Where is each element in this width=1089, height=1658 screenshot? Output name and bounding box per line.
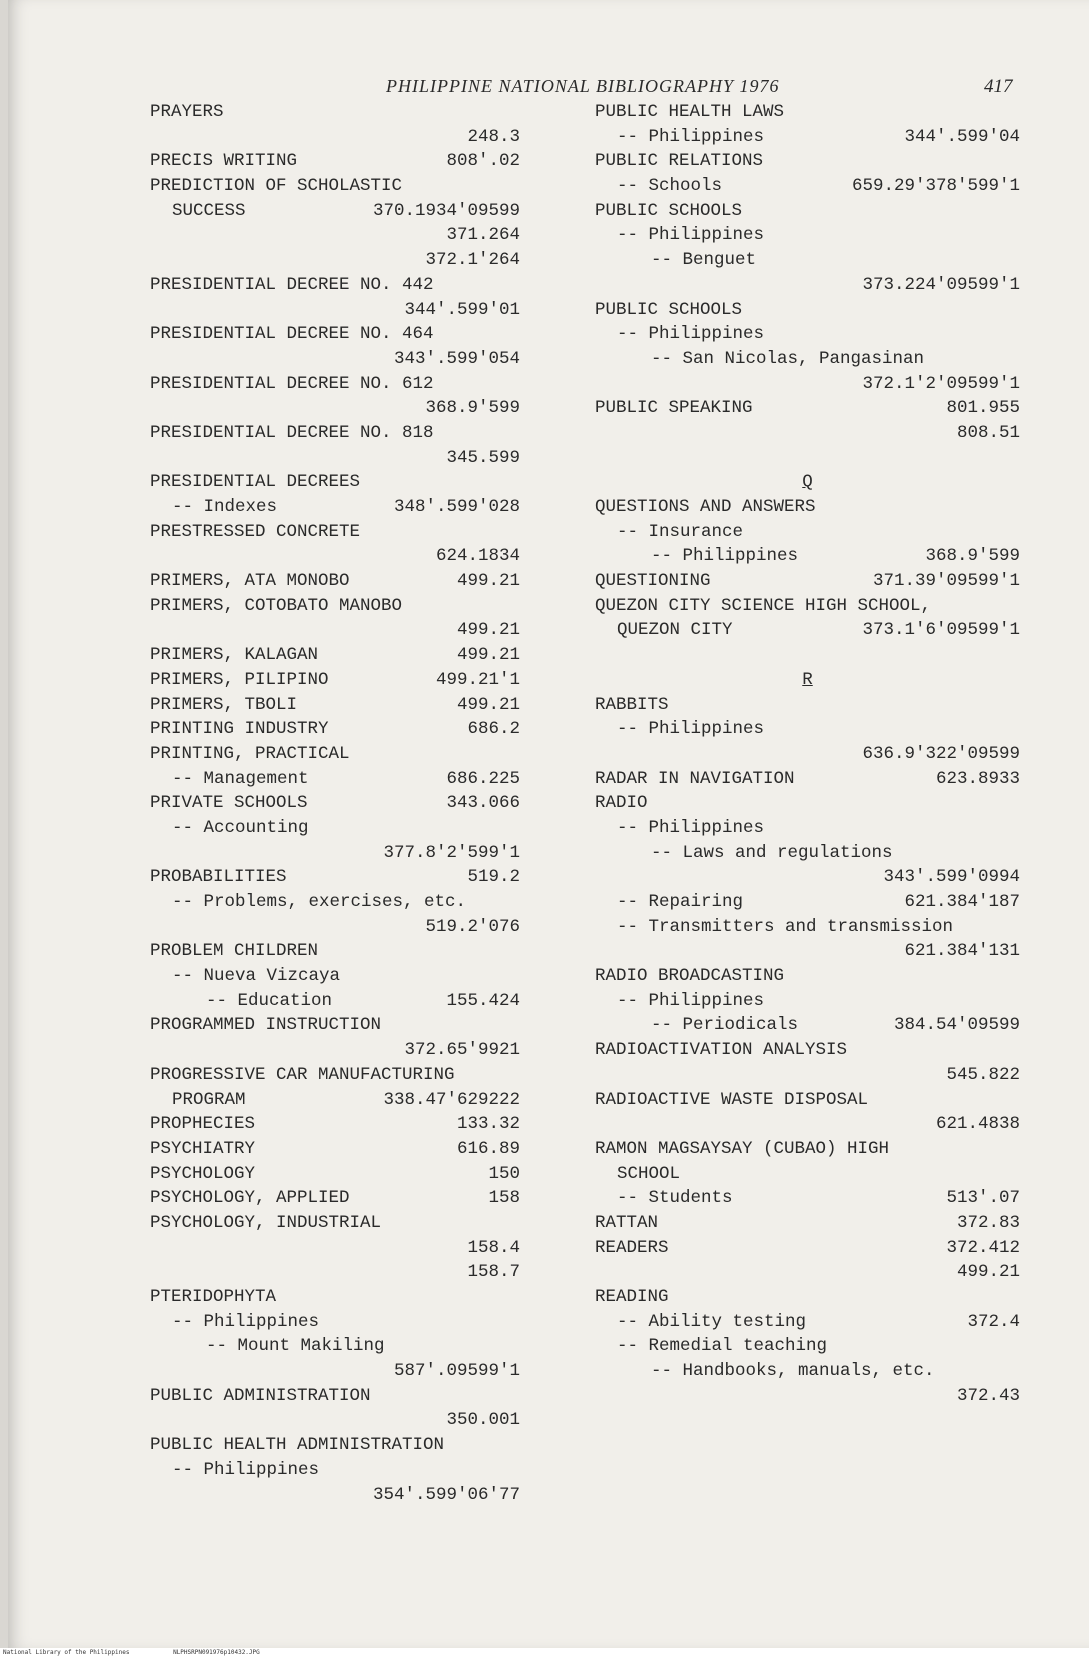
classification-number: 372.1'2'09599'1 [862, 373, 1020, 394]
classification-number: 370.1934'09599 [372, 200, 520, 221]
classification-number: 587'.09599'1 [393, 1361, 520, 1382]
entry-heading: PSYCHOLOGY, APPLIED [150, 1188, 350, 1209]
index-entry [150, 1334, 520, 1359]
entry-heading: -- Philippines [617, 719, 765, 740]
entry-heading: PREDICTION OF SCHOLASTIC [150, 176, 403, 197]
right-column [595, 100, 1020, 1408]
classification-number: 808.51 [956, 422, 1020, 443]
classification-number: 372.412 [946, 1237, 1020, 1258]
index-entry [150, 767, 520, 792]
entry-heading: QUESTIONING [595, 571, 711, 592]
entry-heading: PRIMERS, COTOBATO MANOBO [150, 595, 403, 616]
entry-heading: -- Philippines [617, 817, 765, 838]
classification-number: 624.1834 [435, 546, 520, 567]
index-entry [595, 1285, 1020, 1310]
index-entry [595, 125, 1020, 150]
index-entry [595, 174, 1020, 199]
index-entry [150, 668, 520, 693]
index-entry [595, 273, 1020, 298]
entry-heading: SCHOOL [617, 1163, 681, 1184]
index-entry [150, 1483, 520, 1508]
entry-heading: -- Laws and regulations [651, 842, 893, 863]
entry-heading: PUBLIC RELATIONS [595, 151, 764, 172]
entry-heading: RADAR IN NAVIGATION [595, 768, 795, 789]
entry-heading: -- Transmitters and transmission [617, 916, 954, 937]
entry-heading: PSYCHIATRY [150, 1138, 256, 1159]
entry-heading: -- Remedial teaching [617, 1336, 828, 1357]
entry-heading: PTERIDOPHYTA [150, 1287, 277, 1307]
entry-heading: PRAYERS [150, 102, 224, 122]
entry-heading: -- Philippines [172, 1459, 320, 1480]
index-entry [150, 594, 520, 619]
index-entry [595, 989, 1020, 1014]
index-entry [595, 594, 1020, 619]
classification-number: 499.21 [456, 694, 520, 715]
index-entry [595, 1013, 1020, 1038]
classification-number: 686.225 [446, 768, 520, 789]
index-entry [595, 1137, 1020, 1162]
index-entry [595, 939, 1020, 964]
classification-number: 616.89 [456, 1138, 520, 1159]
classification-number: 801.955 [946, 398, 1020, 419]
entry-heading: -- Philippines [617, 126, 765, 147]
classification-number: 350.001 [446, 1410, 520, 1431]
classification-number: 158.4 [467, 1237, 520, 1258]
classification-number: 348'.599'028 [393, 497, 520, 517]
index-entry [595, 1186, 1020, 1211]
entry-heading: -- Indexes [172, 497, 278, 517]
classification-number: 659.29'378'599'1 [851, 176, 1020, 197]
index-entry [595, 1359, 1020, 1384]
classification-number: 248.3 [467, 126, 520, 147]
entry-heading: PRESIDENTIAL DECREES [150, 472, 361, 493]
classification-number: 621.384'131 [904, 941, 1020, 962]
index-entry [150, 1260, 520, 1285]
index-entry [150, 1310, 520, 1335]
entry-heading: -- Mount Makiling [206, 1336, 385, 1357]
index-entry [150, 717, 520, 742]
classification-number: 368.9'599 [425, 398, 520, 419]
index-entry [150, 1236, 520, 1261]
index-entry [595, 223, 1020, 248]
index-entry [595, 446, 1020, 471]
entry-heading: QUEZON CITY [617, 620, 733, 641]
index-entry [150, 1088, 520, 1113]
entry-heading: -- Philippines [617, 324, 765, 345]
index-entry [150, 890, 520, 915]
index-entry [150, 939, 520, 964]
entry-heading: -- Handbooks, manuals, etc. [651, 1361, 935, 1382]
index-entry [150, 693, 520, 718]
classification-number: 636.9'322'09599 [862, 743, 1020, 764]
classification-number: 621.4838 [935, 1114, 1020, 1135]
index-entry [150, 1458, 520, 1483]
entry-heading: -- Management [172, 768, 309, 789]
index-entry [150, 470, 520, 495]
classification-number: 623.8933 [935, 768, 1020, 789]
classification-number: 377.8'2'599'1 [383, 842, 520, 863]
index-entry [150, 544, 520, 569]
entry-heading: -- Nueva Vizcaya [172, 966, 341, 987]
classification-number: 499.21 [456, 571, 520, 592]
index-entry [150, 372, 520, 397]
index-entry [595, 421, 1020, 446]
index-entry [595, 396, 1020, 421]
section-letter [595, 470, 1020, 495]
index-entry [150, 1359, 520, 1384]
section-letter [595, 668, 1020, 693]
index-entry [595, 643, 1020, 668]
index-entry [595, 149, 1020, 174]
classification-number: 133.32 [456, 1114, 520, 1135]
index-entry [595, 1211, 1020, 1236]
index-entry [595, 890, 1020, 915]
entry-heading: -- Philippines [172, 1311, 320, 1332]
entry-heading: PROPHECIES [150, 1114, 256, 1135]
index-entry [150, 643, 520, 668]
index-entry [150, 347, 520, 372]
index-entry [150, 569, 520, 594]
entry-heading: PROBABILITIES [150, 867, 287, 888]
scan-footer [0, 1648, 1089, 1658]
entry-heading: -- Ability testing [617, 1311, 807, 1332]
entry-heading: PRECIS WRITING [150, 151, 298, 172]
entry-heading: SUCCESS [172, 200, 246, 221]
classification-number: 372.1'264 [425, 250, 520, 271]
classification-number: 344'.599'04 [904, 126, 1020, 147]
classification-number: 155.424 [446, 990, 520, 1011]
entry-heading: -- San Nicolas, Pangasinan [651, 348, 925, 369]
index-entry [150, 1408, 520, 1433]
entry-heading: PSYCHOLOGY, INDUSTRIAL [150, 1212, 382, 1233]
entry-heading: PRIVATE SCHOOLS [150, 793, 308, 814]
index-entry [595, 1088, 1020, 1113]
entry-heading: -- Repairing [617, 892, 744, 912]
index-entry [150, 223, 520, 248]
left-column [150, 100, 520, 1507]
classification-number: 354'.599'06'77 [372, 1484, 520, 1505]
index-entry [595, 1236, 1020, 1261]
classification-number: 372.83 [956, 1212, 1020, 1233]
index-entry [595, 1310, 1020, 1335]
index-entry [150, 1013, 520, 1038]
entry-heading: PSYCHOLOGY [150, 1163, 256, 1184]
entry-heading: RADIO [595, 793, 648, 814]
classification-number: 621.384'187 [904, 892, 1020, 912]
entry-heading: PROGRAM [172, 1089, 246, 1110]
index-entry [595, 347, 1020, 372]
entry-heading: -- Schools [617, 176, 723, 197]
classification-number: 519.2 [467, 867, 520, 888]
index-entry [595, 1384, 1020, 1409]
index-entry [150, 1186, 520, 1211]
index-entry [150, 791, 520, 816]
entry-heading: -- Education [206, 990, 333, 1011]
index-entry [150, 446, 520, 471]
index-entry [595, 199, 1020, 224]
index-entry [595, 100, 1020, 125]
entry-heading: -- Accounting [172, 817, 309, 838]
index-entry [595, 717, 1020, 742]
classification-number: 368.9'599 [925, 546, 1020, 567]
index-entry [150, 100, 520, 125]
index-entry [595, 865, 1020, 890]
entry-heading: PRESIDENTIAL DECREE NO. 612 [150, 373, 434, 394]
entry-heading: QUESTIONS AND ANSWERS [595, 497, 816, 517]
classification-number: 686.2 [467, 719, 520, 740]
page-number: 417 [984, 76, 1013, 97]
index-entry [595, 915, 1020, 940]
entry-heading: READERS [595, 1237, 669, 1258]
entry-heading: RADIOACTIVE WASTE DISPOSAL [595, 1089, 869, 1110]
index-entry [150, 1384, 520, 1409]
entry-heading: -- Insurance [617, 521, 744, 542]
classification-number: 343'.599'0994 [883, 867, 1020, 888]
index-entry [150, 1063, 520, 1088]
index-entry [150, 174, 520, 199]
index-entry [150, 1038, 520, 1063]
index-entry [150, 421, 520, 446]
entry-heading: PROGRAMMED INSTRUCTION [150, 1015, 382, 1036]
index-entry [150, 298, 520, 323]
index-entry [150, 1211, 520, 1236]
classification-number: 499.21 [456, 645, 520, 666]
entry-heading: -- Periodicals [651, 1015, 799, 1036]
index-entry [595, 569, 1020, 594]
index-entry [595, 1112, 1020, 1137]
index-entry [595, 298, 1020, 323]
index-entry [150, 841, 520, 866]
entry-heading: PRIMERS, PILIPINO [150, 669, 329, 690]
entry-heading: PRIMERS, KALAGAN [150, 645, 319, 666]
entry-heading: PRINTING INDUSTRY [150, 719, 329, 740]
entry-heading: RATTAN [595, 1212, 659, 1233]
index-entry [150, 149, 520, 174]
classification-number: 499.21 [956, 1262, 1020, 1283]
bibliography-page [8, 0, 1089, 1648]
entry-heading: PRESTRESSED CONCRETE [150, 521, 361, 542]
running-header: PHILIPPINE NATIONAL BIBLIOGRAPHY 1976 [386, 76, 780, 96]
classification-number: 371.264 [446, 225, 520, 246]
index-entry [595, 520, 1020, 545]
index-entry [595, 767, 1020, 792]
entry-heading: PRESIDENTIAL DECREE NO. 442 [150, 274, 434, 295]
entry-heading: QUEZON CITY SCIENCE HIGH SCHOOL, [595, 595, 932, 616]
classification-number: 373.224'09599'1 [862, 274, 1020, 295]
index-entry [150, 248, 520, 273]
entry-heading: PRINTING, PRACTICAL [150, 743, 350, 764]
index-entry [150, 964, 520, 989]
index-entry [595, 1162, 1020, 1187]
index-entry [595, 1063, 1020, 1088]
index-entry [595, 618, 1020, 643]
entry-heading: PUBLIC ADMINISTRATION [150, 1385, 371, 1406]
entry-heading: PROBLEM CHILDREN [150, 941, 319, 962]
index-entry [595, 1038, 1020, 1063]
index-entry [150, 1433, 520, 1458]
index-entry [150, 396, 520, 421]
index-entry [150, 618, 520, 643]
classification-number: 513'.07 [946, 1188, 1020, 1209]
entry-heading: PUBLIC SPEAKING [595, 398, 753, 419]
entry-heading: PRIMERS, ATA MONOBO [150, 571, 350, 592]
index-entry [595, 1260, 1020, 1285]
classification-number: 808'.02 [446, 151, 520, 172]
classification-number: 519.2'076 [425, 916, 520, 937]
index-entry [150, 1285, 520, 1310]
classification-number: 158.7 [467, 1262, 520, 1283]
classification-number: 150 [488, 1163, 520, 1184]
index-entry [595, 495, 1020, 520]
index-entry [150, 1137, 520, 1162]
classification-number: 343.066 [446, 793, 520, 814]
index-entry [595, 248, 1020, 273]
entry-heading: PUBLIC SCHOOLS [595, 200, 743, 221]
entry-heading: -- Philippines [617, 225, 765, 246]
entry-heading: RABBITS [595, 694, 669, 715]
index-entry [595, 544, 1020, 569]
index-entry [150, 322, 520, 347]
index-entry [150, 915, 520, 940]
index-entry [150, 199, 520, 224]
index-entry [595, 1334, 1020, 1359]
footer-library: National Library of the Philippines [3, 1649, 130, 1656]
classification-number: 499.21'1 [435, 669, 520, 690]
classification-number: 345.599 [446, 447, 520, 468]
index-entry [150, 816, 520, 841]
entry-heading: RADIOACTIVATION ANALYSIS [595, 1040, 848, 1061]
index-entry [150, 495, 520, 520]
classification-number: 158 [488, 1188, 520, 1209]
index-entry [595, 841, 1020, 866]
classification-number: 372.65'9921 [404, 1040, 520, 1061]
classification-number: 545.822 [946, 1064, 1020, 1085]
index-entry [595, 322, 1020, 347]
index-entry [150, 742, 520, 767]
classification-number: 372.43 [956, 1385, 1020, 1406]
index-entry [150, 125, 520, 150]
entry-heading: -- Philippines [651, 546, 799, 567]
index-entry [150, 520, 520, 545]
classification-number: 371.39'09599'1 [872, 571, 1020, 592]
entry-heading: READING [595, 1287, 669, 1307]
footer-filename: NLPHSRPN091976p10432.JPG [173, 1649, 260, 1656]
classification-number: 372.4 [967, 1311, 1020, 1332]
entry-heading: RADIO BROADCASTING [595, 966, 785, 987]
classification-number: 344'.599'01 [404, 299, 520, 320]
entry-heading: PROGRESSIVE CAR MANUFACTURING [150, 1064, 455, 1085]
entry-heading: PRIMERS, TBOLI [150, 694, 298, 715]
entry-heading: PUBLIC HEALTH ADMINISTRATION [150, 1435, 445, 1456]
index-entry [595, 372, 1020, 397]
entry-heading: Q [802, 472, 813, 493]
index-entry [595, 742, 1020, 767]
classification-number: 499.21 [456, 620, 520, 641]
entry-heading: -- Philippines [617, 990, 765, 1011]
entry-heading: RAMON MAGSAYSAY (CUBAO) HIGH [595, 1138, 890, 1159]
index-entry [150, 989, 520, 1014]
entry-heading: -- Benguet [651, 250, 757, 271]
entry-heading: -- Problems, exercises, etc. [172, 892, 467, 912]
entry-heading: PRESIDENTIAL DECREE NO. 464 [150, 324, 434, 345]
classification-number: 373.1'6'09599'1 [862, 620, 1020, 641]
classification-number: 338.47'629222 [383, 1089, 520, 1110]
classification-number: 343'.599'054 [393, 348, 520, 369]
classification-number: 384.54'09599 [893, 1015, 1020, 1036]
index-entry [595, 816, 1020, 841]
index-entry [150, 865, 520, 890]
entry-heading: PRESIDENTIAL DECREE NO. 818 [150, 422, 434, 443]
index-entry [595, 693, 1020, 718]
index-entry [150, 273, 520, 298]
entry-heading: PUBLIC SCHOOLS [595, 299, 743, 320]
entry-heading: R [802, 669, 813, 690]
index-entry [595, 791, 1020, 816]
entry-heading: -- Students [617, 1188, 733, 1209]
index-entry [595, 964, 1020, 989]
entry-heading: PUBLIC HEALTH LAWS [595, 102, 785, 122]
index-entry [150, 1112, 520, 1137]
index-entry [150, 1162, 520, 1187]
